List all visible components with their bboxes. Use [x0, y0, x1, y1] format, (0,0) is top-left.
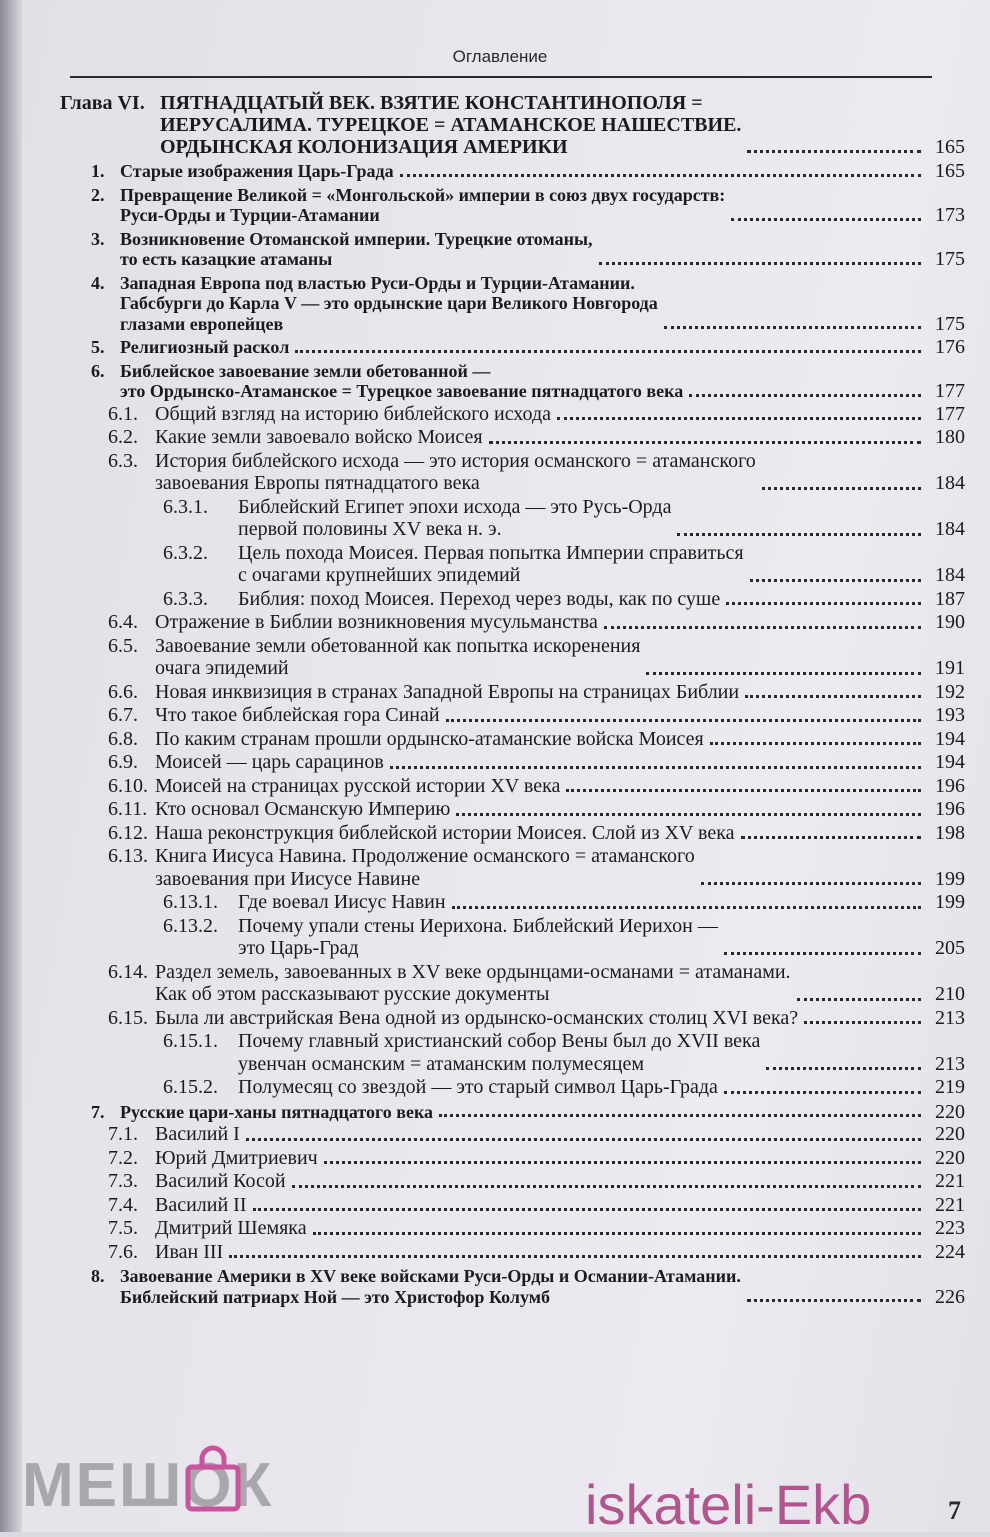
- toc-entry: [60, 751, 965, 774]
- toc-entry-number: 6.13.2.: [163, 914, 218, 937]
- toc-entry-number: 7.1.: [108, 1123, 138, 1145]
- toc-entry: [60, 1194, 965, 1217]
- leader-dots: [797, 998, 921, 1001]
- leader-dots: [229, 1255, 921, 1258]
- leader-dots: [701, 882, 921, 885]
- toc-entry-number: 5.: [91, 337, 105, 357]
- toc-entry-title: Завоевание земли обетованной как попытка искоренения очага эпидемий: [155, 634, 641, 679]
- leader-dots: [710, 742, 921, 745]
- leader-dots: [646, 672, 921, 675]
- toc-entry-title: Моисей на страницах русской истории XV века: [155, 774, 561, 797]
- toc-entry: [60, 361, 965, 402]
- leader-dots: [452, 906, 921, 909]
- toc-entry-title: Какие земли завоевало войско Моисея: [155, 426, 483, 448]
- toc-entry-number: 3.: [91, 228, 105, 249]
- toc-entry-number: 6.10.: [108, 774, 148, 797]
- toc-entry: [60, 798, 965, 821]
- leader-dots: [246, 1138, 921, 1141]
- toc-entry: [60, 1102, 965, 1123]
- toc-entry-number: 1.: [91, 161, 105, 181]
- shopping-bag-icon: [178, 1445, 248, 1515]
- toc-entry-page: 173: [935, 204, 965, 226]
- toc-entry-title: Библейское завоевание земли обетованной — это Ордынско-Атаманское = Турецкое завоевание пятнадцатого века: [120, 360, 684, 401]
- toc-entry-number: 7.4.: [108, 1193, 138, 1216]
- toc-entry-number: 7.: [91, 1101, 105, 1122]
- leader-dots: [664, 326, 921, 329]
- leader-dots: [677, 533, 921, 536]
- toc-entry-number: 6.4.: [108, 611, 138, 633]
- leader-dots: [295, 350, 921, 353]
- toc-entry-title: Наша реконструкция библейской истории Моисея. Слой из XV века: [155, 821, 735, 844]
- toc-entry-title: Полумесяц со звездой — это старый символ Царь-Града: [238, 1076, 718, 1098]
- toc-entry-number: 6.6.: [108, 680, 138, 703]
- spine-shadow: [0, 0, 22, 1532]
- toc-entry-title: Василий I: [155, 1123, 240, 1145]
- toc-entry-page: 210: [935, 983, 965, 1005]
- toc-entry-number: 6.3.1.: [163, 495, 208, 518]
- toc-entry-number: 6.3.: [108, 449, 138, 472]
- toc-entry-page: 187: [935, 587, 965, 610]
- toc-entry-page: 191: [935, 657, 965, 679]
- toc-entry-title: Завоевание Америки в XV веке войсками Руси-Орды и Османии-Атамании. Библейский патриарх Ной — это Христофор Колумб: [120, 1266, 741, 1307]
- toc-entry-page: 196: [935, 798, 965, 820]
- toc-entry-page: 192: [935, 680, 965, 703]
- toc-entry-title: Религиозный раскол: [120, 337, 290, 357]
- leader-dots: [324, 1161, 921, 1164]
- toc-entry-title: Где воевал Иисус Навин: [238, 891, 446, 913]
- chapter-page: 165: [935, 136, 965, 158]
- toc-entry: [60, 822, 965, 845]
- toc-entry-title: Раздел земель, завоеванных в XV веке ордынцами-османами = атаманами. Как об этом рассказывают русские документы: [155, 960, 791, 1005]
- toc-entry: [60, 704, 965, 727]
- toc-chapter-row: [60, 92, 965, 158]
- toc-entry: [60, 1007, 965, 1030]
- toc-entry: [60, 1170, 965, 1193]
- leader-dots: [726, 602, 921, 605]
- toc-entry-page: 223: [935, 1217, 965, 1239]
- toc-entry-page: 190: [935, 611, 965, 633]
- leader-dots: [599, 262, 921, 265]
- toc-entry-page: 177: [935, 380, 965, 402]
- toc-entry-title: Западная Европа под властью Руси-Орды и Турции-Атамании. Габсбурги до Карла V — это ордынские цари Великого Новгорода глазами европейцев: [120, 272, 658, 334]
- toc-entry-number: 6.13.: [108, 845, 148, 867]
- leader-dots: [745, 695, 921, 698]
- leader-dots: [313, 1232, 921, 1235]
- toc-entry: [60, 496, 965, 541]
- toc-entry: [60, 681, 965, 704]
- toc-entry-number: 6.15.2.: [163, 1076, 218, 1098]
- header-rule: [70, 76, 932, 78]
- toc-entry-number: 6.3.3.: [163, 587, 208, 610]
- toc-entry: [60, 1217, 965, 1240]
- toc-entry-page: 220: [935, 1100, 965, 1123]
- toc-entry-title: Книга Иисуса Навина. Продолжение османского = атаманского завоевания при Иисусе Навине: [155, 845, 695, 890]
- toc-entry-title: Цель похода Моисея. Первая попытка Империи справиться с очагами крупнейших эпидемий: [238, 541, 744, 586]
- toc-entry: [60, 542, 965, 587]
- toc-entry-title: Русские цари-ханы пятнадцатого века: [120, 1101, 434, 1122]
- toc-entry-title: Почему главный христианский собор Вены был до XVII века увенчан османским = атаманским полумесяцем: [238, 1030, 761, 1075]
- leader-dots: [390, 766, 921, 769]
- toc-entry-number: 6.5.: [108, 634, 138, 657]
- toc-entry: [60, 1147, 965, 1170]
- toc-entry: [60, 161, 965, 182]
- toc-entry-number: 6.8.: [108, 727, 138, 750]
- leader-dots: [557, 417, 921, 420]
- toc-entry-page: 175: [935, 312, 965, 335]
- toc-entries: [60, 161, 965, 1307]
- toc-entry-page: 177: [935, 402, 965, 425]
- toc-entry-title: Василий II: [155, 1193, 247, 1216]
- leader-dots: [446, 719, 921, 722]
- toc-entry-number: 6.7.: [108, 704, 138, 726]
- toc-entry-page: 180: [935, 426, 965, 448]
- leader-dots: [766, 1067, 921, 1070]
- toc-entry: [60, 426, 965, 449]
- toc-entry-title: По каким странам прошли ордынско-атаманские войска Моисея: [155, 727, 704, 750]
- toc-entry-page: 175: [935, 248, 965, 270]
- toc-entry-number: 6.3.2.: [163, 541, 208, 564]
- toc-entry-number: 6.15.: [108, 1006, 148, 1029]
- leader-dots: [731, 218, 921, 221]
- toc-entry-title: Была ли австрийская Вена одной из ордынско-османских столиц XVI века?: [155, 1006, 799, 1029]
- toc-entry-title: Отражение в Библии возникновения мусульманства: [155, 611, 598, 633]
- toc-entry-title: Моисей — царь сарацинов: [155, 751, 384, 773]
- leader-dots: [489, 441, 921, 444]
- toc-entry: [60, 229, 965, 270]
- toc-entry-title: Дмитрий Шемяка: [155, 1217, 307, 1239]
- toc-entry-title: Старые изображения Царь-Града: [120, 161, 394, 181]
- toc-entry-title: Превращение Великой = «Монгольской» империи в союз двух государств: Руси-Орды и Турции-Атамании: [120, 184, 726, 225]
- toc-entry: [60, 915, 965, 960]
- toc-entry-page: 221: [935, 1170, 965, 1192]
- toc-entry-page: 184: [935, 518, 965, 540]
- chapter-label: Глава VI.: [60, 92, 145, 114]
- toc-entry-number: 7.2.: [108, 1146, 138, 1169]
- leader-dots: [724, 952, 921, 955]
- toc-entry-number: 6.14.: [108, 960, 148, 983]
- toc-entry-title: Иван III: [155, 1240, 224, 1263]
- toc-entry-page: 224: [935, 1240, 965, 1263]
- toc-entry-page: 196: [935, 774, 965, 797]
- toc-entry-number: 6.2.: [108, 426, 138, 448]
- toc-entry: [60, 1030, 965, 1075]
- toc-entry: [60, 273, 965, 335]
- toc-entry-number: 6.13.1.: [163, 891, 218, 913]
- toc-entry-page: 213: [935, 1052, 965, 1075]
- leader-dots: [253, 1208, 921, 1211]
- toc-entry: [60, 403, 965, 426]
- toc-entry-page: 221: [935, 1193, 965, 1216]
- toc-entry-number: 6.15.1.: [163, 1030, 218, 1052]
- toc-entry-number: 6.11.: [108, 798, 148, 820]
- toc-entry-page: 194: [935, 727, 965, 750]
- toc-entry: [60, 185, 965, 226]
- page-number: 7: [948, 1496, 961, 1525]
- toc-entry: [60, 588, 965, 611]
- leader-dots: [566, 789, 921, 792]
- toc-entry-page: 184: [935, 564, 965, 586]
- leader-dots: [747, 1299, 921, 1302]
- toc-entry: [60, 1076, 965, 1099]
- toc-entry-number: 7.6.: [108, 1240, 138, 1263]
- toc-entry-title: Возникновение Отоманской империи. Турецкие отоманы, то есть казацкие атаманы: [120, 228, 593, 269]
- toc-entry-page: 213: [935, 1006, 965, 1029]
- leader-dots: [456, 813, 921, 816]
- toc-entry-title: Кто основал Османскую Империю: [155, 798, 451, 820]
- toc-entry-number: 7.3.: [108, 1170, 138, 1192]
- toc-entry: [60, 450, 965, 495]
- leader-dots: [604, 626, 921, 629]
- leader-dots: [439, 1114, 921, 1117]
- toc-entry: [60, 775, 965, 798]
- toc-entry-title: Библейский Египет эпохи исхода — это Русь-Орда первой половины XV века н. э.: [238, 495, 672, 540]
- toc-entry-page: 220: [935, 1123, 965, 1145]
- toc-entry-title: История библейского исхода — это история османского = атаманского завоевания Европы пятнадцатого века: [155, 449, 756, 494]
- page-header-title: Оглавление: [452, 47, 548, 66]
- toc-entry-page: 193: [935, 704, 965, 726]
- toc-entry: [60, 337, 965, 358]
- toc-entry: [60, 635, 965, 680]
- toc-entry: [60, 611, 965, 634]
- leader-dots: [400, 174, 921, 177]
- toc-entry-title: Новая инквизиция в странах Западной Европы на страницах Библии: [155, 680, 740, 703]
- toc-entry: [60, 961, 965, 1006]
- toc-entry-number: 4.: [91, 272, 105, 293]
- toc-entry-number: 6.9.: [108, 751, 138, 773]
- toc-entry-page: 165: [935, 160, 965, 182]
- toc-entry-title: Почему упали стены Иерихона. Библейский Иерихон — это Царь-Град: [238, 914, 718, 959]
- toc-entry-title: Библия: поход Моисея. Переход через воды, как по суше: [238, 587, 721, 610]
- toc-entry-page: 176: [935, 336, 965, 358]
- toc-entry-page: 219: [935, 1076, 965, 1098]
- toc-entry-number: 8.: [91, 1266, 105, 1286]
- leader-dots: [689, 394, 921, 397]
- toc-entry-title: Юрий Дмитриевич: [155, 1146, 318, 1169]
- toc-entry: [60, 891, 965, 914]
- toc-entry-number: 7.5.: [108, 1217, 138, 1239]
- watermark-logo-text: МЕШОК: [22, 1451, 274, 1520]
- toc-entry-title: Что такое библейская гора Синай: [155, 704, 440, 726]
- leader-dots: [747, 150, 921, 153]
- toc-entry-title: Общий взгляд на историю библейского исхода: [155, 402, 552, 425]
- toc-entry-page: 199: [935, 867, 965, 890]
- toc-entry: [60, 1266, 965, 1307]
- toc-entry-page: 226: [935, 1285, 965, 1308]
- watermark-site-text: iskateli-Ekb: [585, 1473, 872, 1536]
- toc-entry-page: 199: [935, 891, 965, 913]
- leader-dots: [292, 1185, 921, 1188]
- chapter-title: ПЯТНАДЦАТЫЙ ВЕК. ВЗЯТИЕ КОНСТАНТИНОПОЛЯ = ИЕРУСАЛИМА. ТУРЕЦКОЕ = АТАМАНСКОЕ НАШЕСТВИЕ. ОРДЫНСКАЯ КОЛОНИЗАЦИЯ АМЕРИКИ: [160, 92, 742, 158]
- toc-entry: [60, 728, 965, 751]
- toc-entry-number: 6.: [91, 360, 105, 381]
- table-of-contents: [60, 92, 965, 1307]
- toc-entry-title: Василий Косой: [155, 1170, 286, 1192]
- toc-entry-page: 198: [935, 821, 965, 844]
- toc-entry-number: 6.1.: [108, 402, 138, 425]
- toc-entry-page: 205: [935, 937, 965, 959]
- toc-entry-number: 2.: [91, 184, 105, 205]
- toc-entry-page: 184: [935, 472, 965, 494]
- toc-entry-page: 220: [935, 1146, 965, 1169]
- leader-dots: [804, 1021, 921, 1024]
- toc-entry-number: 6.12.: [108, 821, 148, 844]
- toc-entry: [60, 1241, 965, 1264]
- toc-entry: [60, 845, 965, 890]
- toc-entry: [60, 1123, 965, 1146]
- toc-entry-page: 194: [935, 751, 965, 773]
- leader-dots: [750, 579, 921, 582]
- leader-dots: [741, 836, 922, 839]
- leader-dots: [724, 1091, 921, 1094]
- leader-dots: [762, 487, 921, 490]
